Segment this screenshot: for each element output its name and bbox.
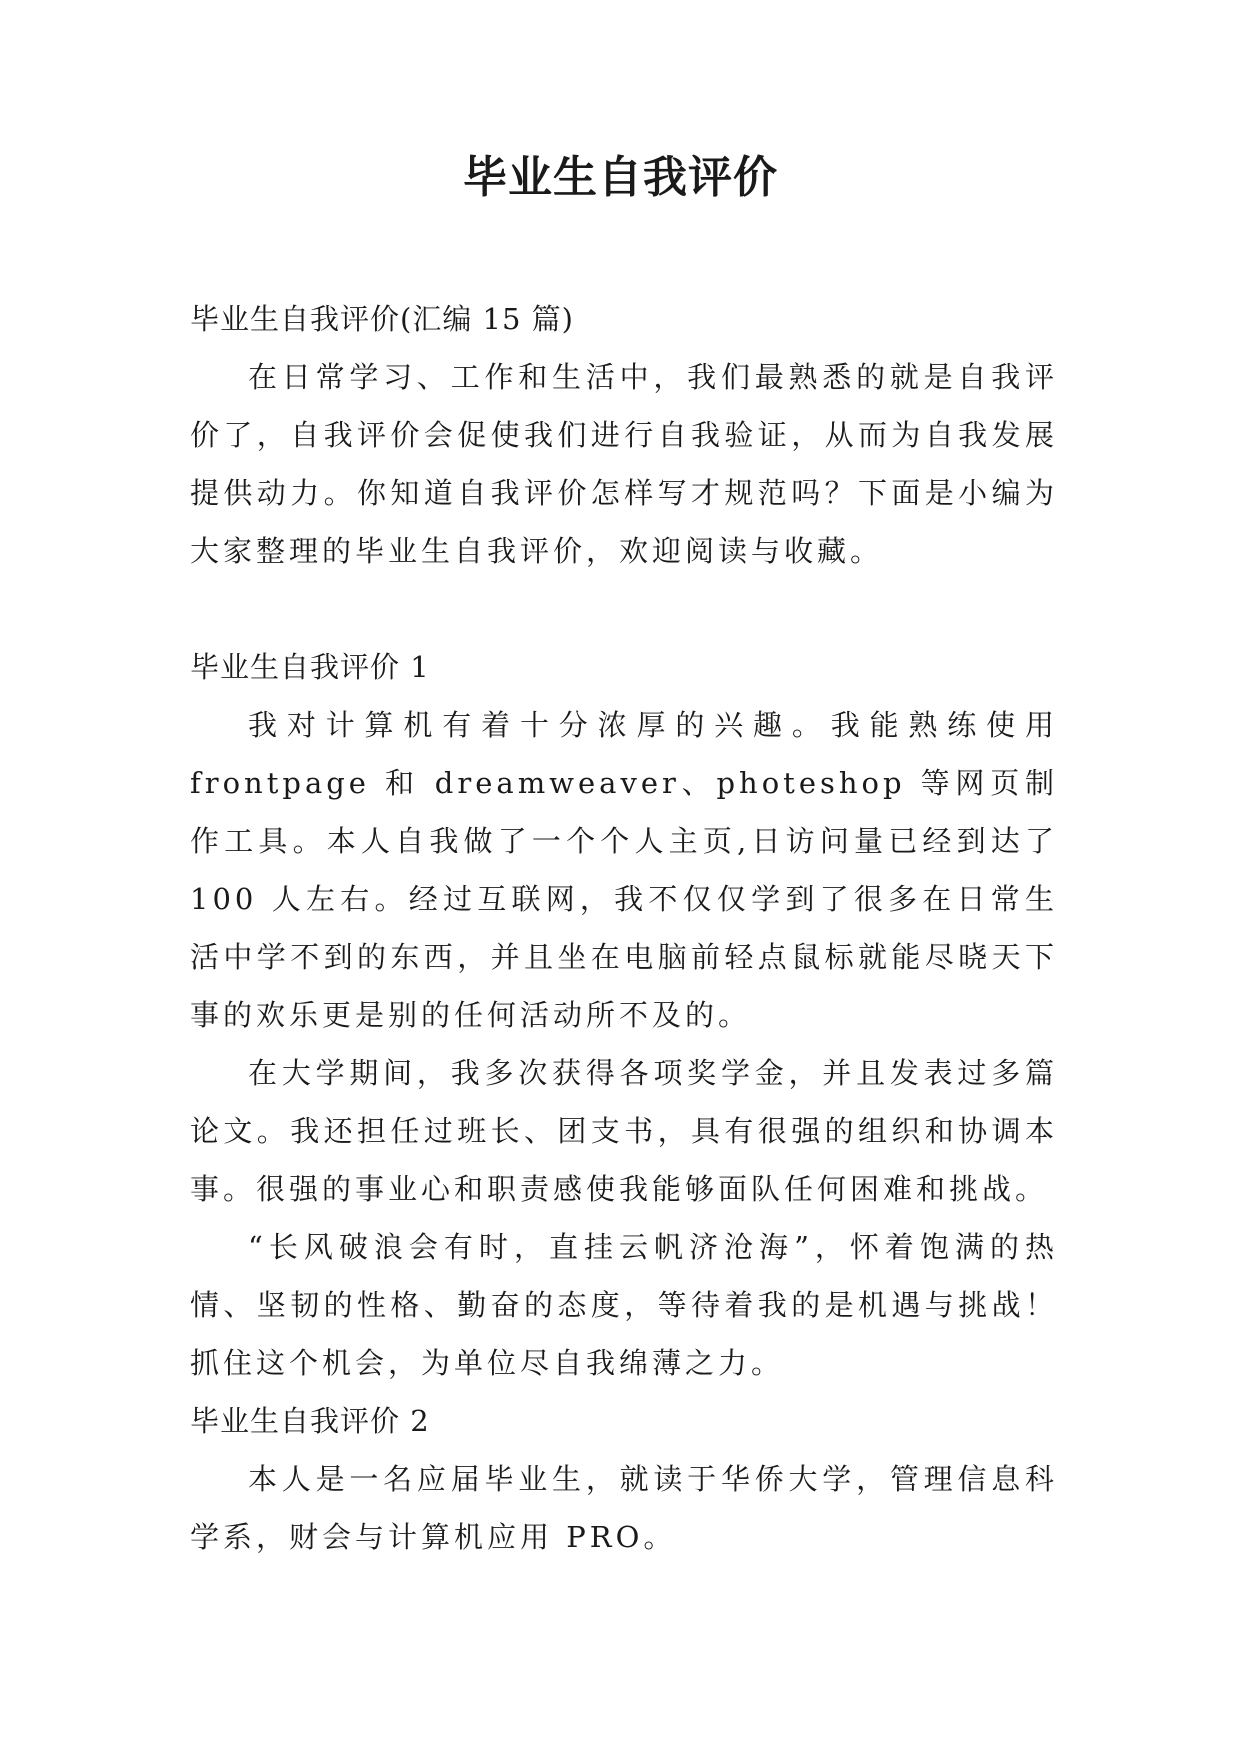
section-spacer [190, 580, 1058, 638]
intro-paragraph: 在日常学习、工作和生活中，我们最熟悉的就是自我评价了，自我评价会促使我们进行自我验证，从而为自我发展提供动力。你知道自我评价怎样写才规范吗？下面是小编为大家整理的毕业生自我评价，欢迎阅读与收藏。 [190, 360, 1058, 568]
document-title: 毕业生自我评价 [463, 152, 778, 203]
section-heading-1: 毕业生自我评价 1 [190, 650, 430, 684]
section-2-paragraph-1: 本人是一名应届毕业生，就读于华侨大学，管理信息科学系，财会与计算机应用 PRO。 [190, 1462, 1058, 1554]
document-body [190, 290, 1058, 1566]
section-heading-2: 毕业生自我评价 2 [190, 1404, 430, 1438]
section-1-paragraph-2: 在大学期间，我多次获得各项奖学金，并且发表过多篇论文。我还担任过班长、团支书，具有很强的组织和协调本事。很强的事业心和职责感使我能够面队任何困难和挑战。 [190, 1056, 1058, 1206]
document-subtitle: 毕业生自我评价(汇编 15 篇) [190, 302, 574, 336]
section-1-paragraph-1: 我对计算机有着十分浓厚的兴趣。我能熟练使用 frontpage 和 dreamweaver、photeshop 等网页制作工具。本人自我做了一个个人主页,日访问量已经到达了 100 人左右。经过互联网，我不仅仅学到了很多在日常生活中学不到的东西，并且坐在电脑前轻点鼠标就能尽晓天下事的欢乐更是别的任何活动所不及的。 [190, 708, 1058, 1032]
section-1-paragraph-3: “长风破浪会有时，直挂云帆济沧海”，怀着饱满的热情、坚韧的性格、勤奋的态度，等待着我的是机遇与挑战！抓住这个机会，为单位尽自我绵薄之力。 [190, 1230, 1058, 1380]
